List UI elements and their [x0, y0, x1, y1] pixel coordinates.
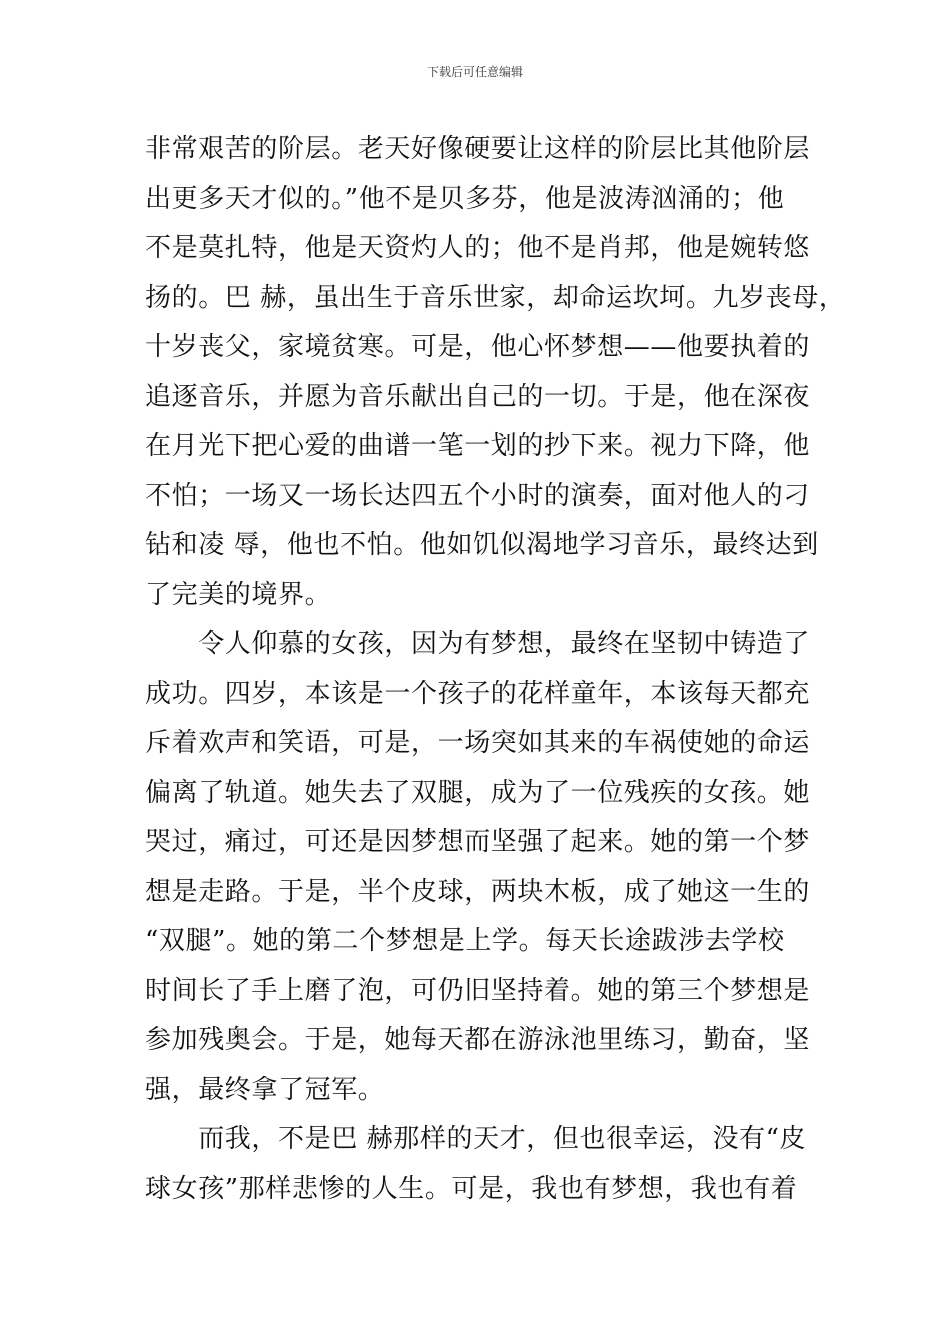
text-line: 哭过，痛过，可还是因梦想而坚强了起来。她的第一个梦 [145, 827, 811, 857]
text-line: 非常艰苦的阶层。老天好像硬要让这样的阶层比其他阶层 [145, 134, 811, 164]
text-line: 钻和凌 辱，他也不怕。他如饥似渴地学习音乐，最终达到 [145, 530, 819, 560]
text-line: 成功。四岁，本该是一个孩子的花样童年，本该每天都充 [145, 678, 811, 709]
text-line: 时间长了手上磨了泡，可仍旧坚持着。她的第三个梦想是 [145, 975, 811, 1006]
text-line: 参加残奥会。于是，她每天都在游泳池里练习，勤奋，坚 [145, 1025, 811, 1055]
text-line: 令人仰慕的女孩，因为有梦想，最终在坚韧中铸造了 [145, 629, 811, 659]
text-line: 想是走路。于是，半个皮球，两块木板，成了她这一生的 [145, 876, 811, 907]
text-line: 偏离了轨道。她失去了双腿，成为了一位残疾的女孩。她 [145, 777, 811, 808]
text-line: 出更多天才似的。”他不是贝多芬，他是波涛汹涌的；他 [145, 183, 785, 214]
text-line: 强，最终拿了冠军。 [145, 1074, 385, 1105]
text-line: 在月光下把心爱的曲谱一笔一划的抄下来。视力下降，他 [145, 431, 811, 461]
page-header-note: 下载后可任意编辑 [426, 65, 523, 79]
text-line: 不是莫扎特，他是天资灼人的；他不是肖邦，他是婉转悠 [145, 233, 811, 263]
text-line: 追逐音乐，并愿为音乐献出自己的一切。于是，他在深夜 [145, 381, 811, 412]
text-line: 不怕；一场又一场长达四五个小时的演奏，面对他人的刁 [145, 480, 811, 511]
text-line: 了完美的境界。 [145, 579, 332, 610]
text-line: 斥着欢声和笑语，可是，一场突如其来的车祸使她的命运 [145, 728, 811, 758]
text-line: 而我，不是巴 赫那样的天才，但也很幸运，没有“皮 [145, 1124, 807, 1154]
text-line: 扬的。巴 赫，虽出生于音乐世家，却命运坎坷。九岁丧母， [145, 282, 846, 313]
text-line: 十岁丧父，家境贫寒。可是，他心怀梦想——他要执着的 [145, 332, 811, 362]
text-line: “双腿”。她的第二个梦想是上学。每天长途跋涉去学校 [145, 926, 785, 956]
text-line: 球女孩”那样悲惨的人生。可是，我也有梦想，我也有着 [145, 1173, 798, 1204]
document-body [145, 125, 846, 1214]
